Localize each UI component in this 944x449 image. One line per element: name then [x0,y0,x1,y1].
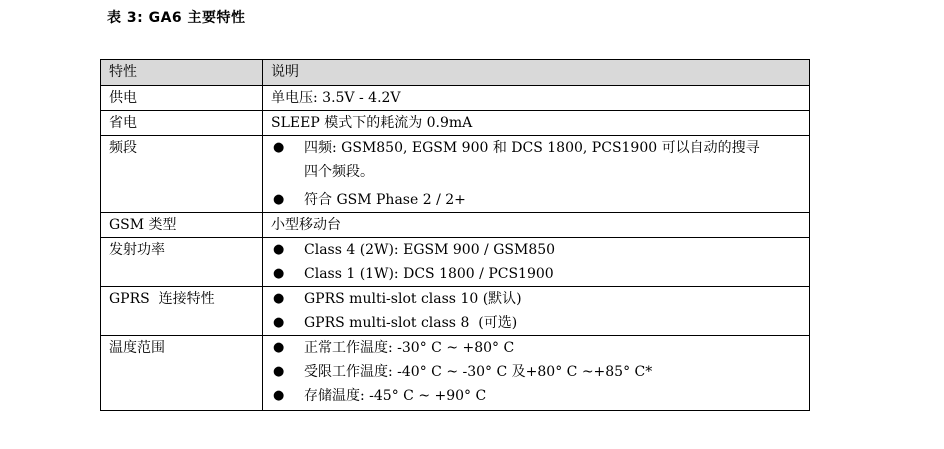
list-item [271,188,801,212]
table-row [101,213,810,238]
list-item [271,238,801,262]
list-item-text: 正常工作温度: -30° C ~ +80° C [304,340,515,356]
features-table [100,59,810,411]
description-cell [263,287,810,336]
feature-cell: 频段 [101,136,263,213]
bullet-icon: ● [273,140,285,155]
list-item [271,360,801,384]
list-item [271,262,801,286]
list-item-text: 符合 GSM Phase 2 / 2+ [304,192,466,208]
table-row [101,238,810,287]
table-row [101,336,810,411]
list-item-text: Class 1 (1W): DCS 1800 / PCS1900 [304,266,554,282]
table-row [101,111,810,136]
feature-cell: 供电 [101,86,263,111]
table-header-row [101,60,810,86]
bullet-icon: ● [273,388,285,403]
description-cell: SLEEP 模式下的耗流为 0.9mA [263,111,810,136]
feature-cell: 省电 [101,111,263,136]
description-cell [263,336,810,411]
list-item [271,136,801,184]
bullet-icon: ● [273,192,285,207]
list-item-text: 受限工作温度: -40° C ~ -30° C 及+80° C ~+85° C* [304,364,653,380]
bullet-icon: ● [273,291,285,306]
table-caption: 表 3: GA6 主要特性 [107,10,246,26]
header-feature: 特性 [101,60,263,86]
list-item-text: GPRS multi-slot class 8 (可选) [304,315,518,331]
header-description: 说明 [263,60,810,86]
bullet-icon: ● [273,364,285,379]
table-row [101,86,810,111]
bullet-icon: ● [273,315,285,330]
table-row [101,287,810,336]
feature-cell: GSM 类型 [101,213,263,238]
feature-cell: 温度范围 [101,336,263,411]
feature-cell: 发射功率 [101,238,263,287]
description-cell: 小型移动台 [263,213,810,238]
feature-cell: GPRS 连接特性 [101,287,263,336]
description-cell [263,136,810,213]
list-item [271,336,801,360]
bullet-icon: ● [273,340,285,355]
list-item-text-continued: 四个频段。 [304,164,374,180]
list-item-text: GPRS multi-slot class 10 (默认) [304,291,522,307]
list-item-text: 存储温度: -45° C ~ +90° C [304,388,487,404]
list-item-text: 四频: GSM850, EGSM 900 和 DCS 1800, PCS1900 可以自动的搜寻 [304,140,760,156]
bullet-icon: ● [273,242,285,257]
description-cell [263,238,810,287]
bullet-icon: ● [273,266,285,281]
table-row [101,136,810,213]
list-item [271,287,801,311]
list-item-text: Class 4 (2W): EGSM 900 / GSM850 [304,242,556,258]
list-item [271,384,801,408]
list-item [271,311,801,335]
description-cell: 单电压: 3.5V - 4.2V [263,86,810,111]
